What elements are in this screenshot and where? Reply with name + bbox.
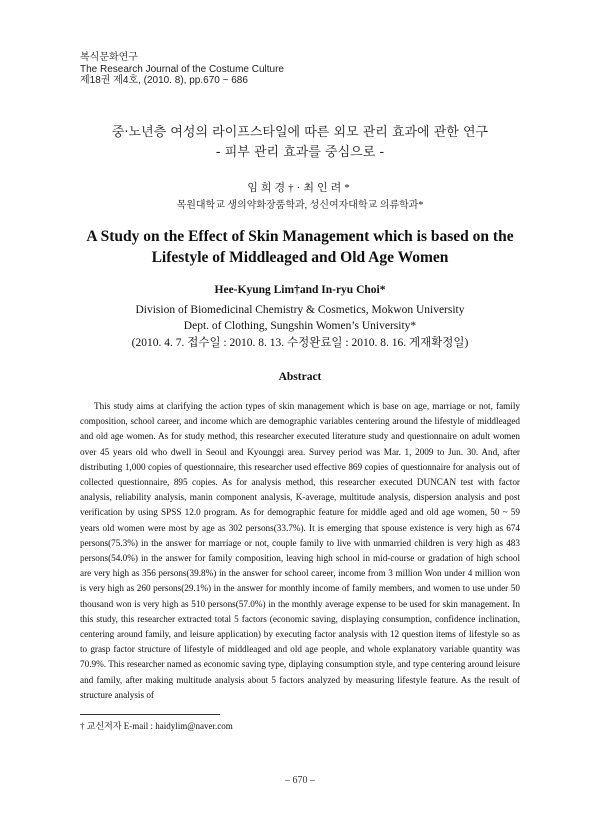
english-title-line2: Lifestyle of Middleaged and Old Age Women: [151, 249, 449, 266]
english-affiliation-1: Division of Biomedicinal Chemistry & Cosmetics, Mokwon University: [135, 303, 465, 316]
journal-issue: 제18권 제4호, (2010. 8), pp.670 ~ 686: [80, 75, 248, 86]
korean-title-line1: 중·노년층 여성의 라이프스타일에 따른 외모 관리 효과에 관한 연구: [111, 125, 489, 140]
korean-title-line2: - 피부 관리 효과를 중심으로 -: [215, 145, 385, 160]
english-author-names: Hee-Kyung Lim†and In-ryu Choi*: [214, 284, 386, 296]
korean-title: [0, 123, 600, 163]
english-title-line1: A Study on the Effect of Skin Management which is based on the: [86, 228, 514, 245]
abstract-text: This study aims at clarifying the action types of skin management which is base on age, marriage or not, family composition, school career, and income which are demographic variables centering around the lifestyle of middleaged and old age women. As for study method, this researcher executed literature study and questionnaire on adult women over 45 years old who dwell in Seoul and Kyounggi area. Survey period was Mar. 1, 2009 to Jun. 30. And, after distributing 1,000 copies of questionnaire, this researcher used effective 869 copies of questionnaire for analysis out of collected questionnaire, 895 copies. As for analysis method, this researcher executed DUNCAN test with factor analysis, reliability analysis, manin component analysis, K-average, multitude analysis, dispersion analysis and post verification by using SPSS 12.0 program. As for demographic feature for middle aged and old age women, 50 ~ 59 years old women were most by age as 302 persons(33.7%). It is emerging that spouse existence is very high as 674 persons(75.3%) in the answer for marriage or not, couple family to live with unmarried children is very high as 483 persons(54.0%) in the answer for family composition, leaving high school in mid-course or gradation of high school are very high as 356 persons(39.8%) in the answer for school career, income from 3 million Won under 4 million won is very high as 260 persons(29.1%) in the answer for monthly income of family members, and women to use under 50 thousand won is very high as 510 persons(57.0%) in the monthly average expense to be used for skin management. In this study, this researcher extracted total 5 factors (economic saving, displaying consumption, confidence inclination, centering around family, and leisure application) by executing factor analysis with 12 question items of lifestyle so as to grasp factor structure of lifestyle of middleaged and old age people, and whole explanatory variable quantity was 70.9%. This researcher named as economic saving type, diplaying consumption style, and type centering around leisure and family, after making multitude analysis about 5 factors analyzed by measuring lifestyle feature. As the result of structure analysis of: [80, 401, 520, 700]
page-number: – 670 –: [285, 775, 315, 786]
english-authors: [0, 282, 600, 351]
korean-author-names: 임희경†·최인려*: [247, 182, 353, 194]
english-affiliation-2: Dept. of Clothing, Sungshin Women’s University*: [183, 320, 417, 332]
korean-affiliation: 목원대학교 생의약화장품학과, 성신여자대학교 의류학과*: [176, 200, 424, 211]
footnote-divider: [80, 714, 220, 715]
corresponding-author-footnote: † 교신저자 E-mail : haidylim@naver.com: [80, 721, 233, 731]
english-title: [0, 226, 600, 268]
abstract-heading: Abstract: [278, 371, 322, 383]
journal-header: [80, 52, 284, 87]
journal-english-name: The Research Journal of the Costume Culture: [80, 63, 284, 75]
korean-authors: [0, 180, 600, 214]
journal-korean-name: 복식문화연구: [80, 52, 138, 63]
submission-dates: (2010. 4. 7. 접수일 : 2010. 8. 13. 수정완료일 : 2010. 8. 16. 게재확정일): [131, 336, 469, 349]
